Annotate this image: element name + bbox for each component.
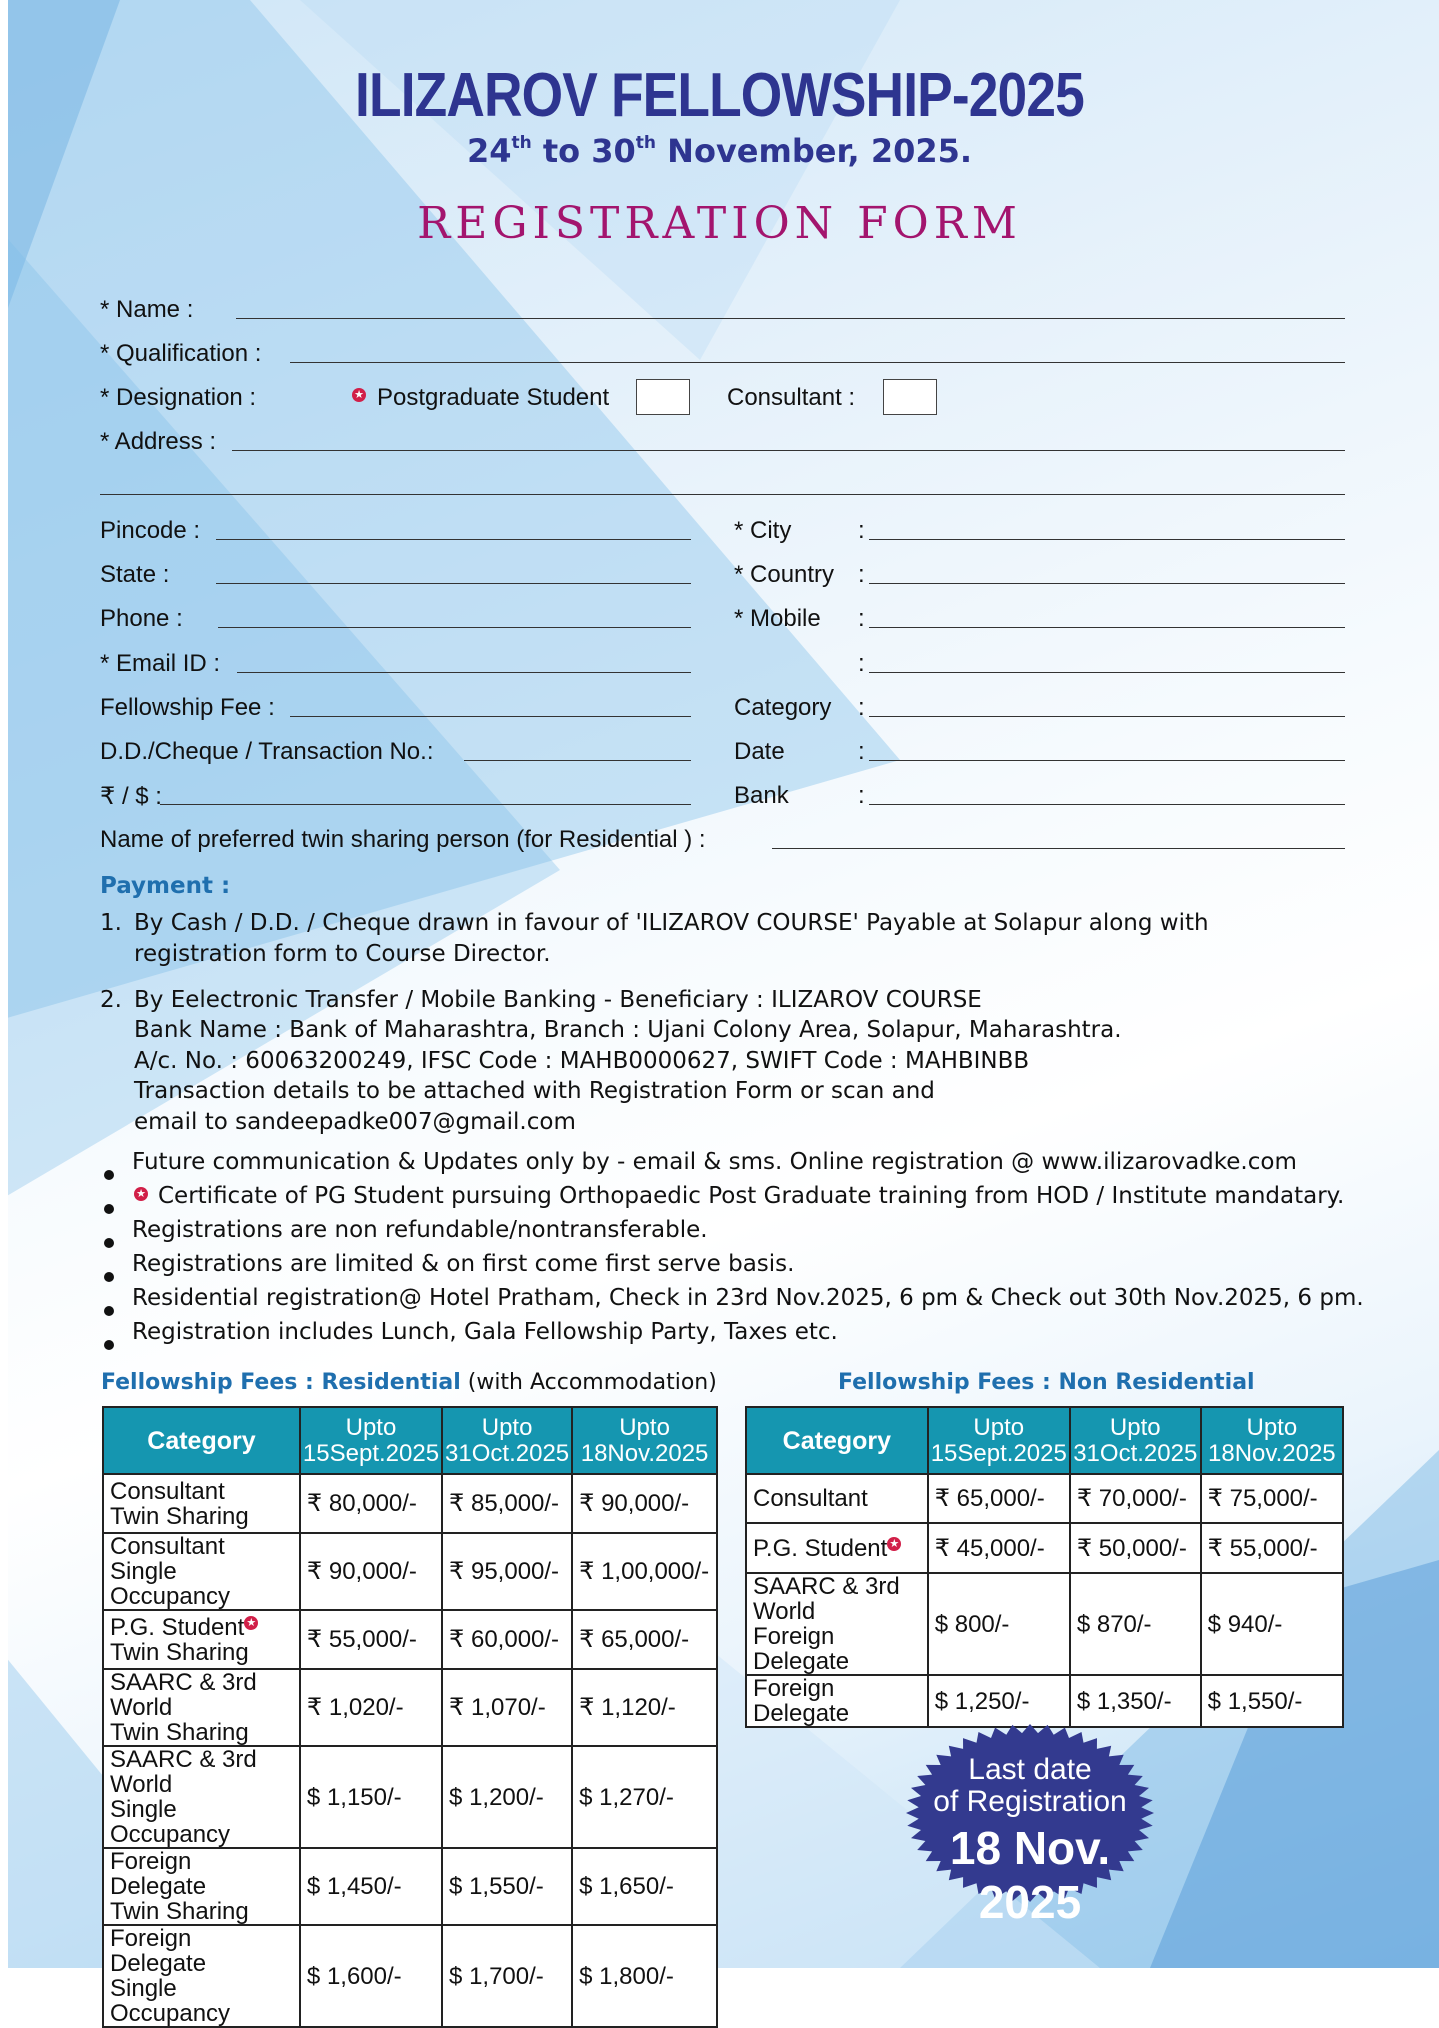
consultant-checkbox[interactable] xyxy=(883,379,937,415)
badge-line-2: of Registration xyxy=(933,1785,1127,1818)
fee-cell: $ 940/- xyxy=(1201,1573,1343,1675)
fee-cell: ₹ 90,000/- xyxy=(572,1474,717,1533)
dates-to: to xyxy=(542,132,581,170)
column-header-18nov: Upto 18Nov.2025 xyxy=(1201,1407,1343,1474)
twin-sharing-person-label: Name of preferred twin sharing person (for Residential ) : xyxy=(100,826,706,853)
residential-fees-table xyxy=(102,1406,718,2028)
fee-cell: ₹ 50,000/- xyxy=(1070,1523,1201,1573)
table-row xyxy=(103,1610,717,1669)
table-row xyxy=(103,1746,717,1848)
category-colon: : xyxy=(858,694,865,721)
country-colon: : xyxy=(858,561,865,588)
category-cell: Consultant Twin Sharing xyxy=(103,1474,300,1533)
end-day: 30 xyxy=(591,132,636,170)
note-communication: Future communication & Updates only by - email & sms. Online registration @ www.ilizarovadke.com xyxy=(132,1149,1297,1175)
note-residential: Residential registration@ Hotel Pratham, Check in 23rd Nov.2025, 6 pm & Check out 30th Nov.2025, 6 pm. xyxy=(132,1285,1364,1311)
fee-cell: ₹ 80,000/- xyxy=(300,1474,442,1533)
fee-cell: ₹ 75,000/- xyxy=(1201,1474,1343,1523)
pincode-field[interactable] xyxy=(216,539,691,540)
note-limited: Registrations are limited & on first come first serve basis. xyxy=(132,1251,795,1277)
state-label: State : xyxy=(100,561,170,588)
payment-item-2-number: 2. xyxy=(100,987,122,1013)
start-day: 24 xyxy=(466,132,512,170)
category-cell: SAARC & 3rd World Twin Sharing xyxy=(103,1669,300,1746)
last-date-badge xyxy=(905,1723,1155,1928)
fee-cell: $ 1,700/- xyxy=(442,1925,572,2027)
date-field[interactable] xyxy=(869,760,1345,761)
email-label: * Email ID : xyxy=(100,650,221,677)
bank-label: Bank xyxy=(734,782,789,809)
mobile-field[interactable] xyxy=(869,627,1345,628)
address-field-line-1[interactable] xyxy=(232,450,1345,451)
table-row xyxy=(103,1669,717,1746)
transaction-no-field[interactable] xyxy=(464,760,691,761)
mobile-2-field[interactable] xyxy=(869,672,1345,673)
payment-item-2-line-1: By Eelectronic Transfer / Mobile Banking - Beneficiary : ILIZAROV COURSE xyxy=(134,987,982,1013)
transaction-no-label: D.D./Cheque / Transaction No.: xyxy=(100,738,434,765)
consultant-label: Consultant : xyxy=(727,384,856,411)
fee-cell: ₹ 65,000/- xyxy=(572,1610,717,1669)
category-cell: SAARC & 3rd World Single Occupancy xyxy=(103,1746,300,1848)
fee-cell: ₹ 55,000/- xyxy=(300,1610,442,1669)
fee-cell: $ 1,270/- xyxy=(572,1746,717,1848)
fee-cell: ₹ 65,000/- xyxy=(928,1474,1070,1523)
payment-item-1-line-2: registration form to Course Director. xyxy=(134,941,551,967)
table-row xyxy=(746,1474,1343,1523)
name-field[interactable] xyxy=(236,318,1345,319)
payment-item-1-number: 1. xyxy=(100,910,122,936)
start-suffix: th xyxy=(511,133,532,153)
payment-heading: Payment : xyxy=(100,873,231,899)
table-row xyxy=(103,1925,717,2027)
mobile-colon: : xyxy=(858,605,865,632)
fee-cell: $ 1,550/- xyxy=(442,1848,572,1925)
payment-item-1-line-1: By Cash / D.D. / Cheque drawn in favour of 'ILIZAROV COURSE' Payable at Solapur along with xyxy=(134,910,1209,936)
fee-cell: $ 870/- xyxy=(1070,1573,1201,1675)
table-header-row xyxy=(746,1407,1343,1474)
category-cell: Foreign Delegate Twin Sharing xyxy=(103,1848,300,1925)
address-field-line-2[interactable] xyxy=(100,494,1345,495)
column-header-category: Category xyxy=(746,1407,928,1474)
fee-cell: $ 1,200/- xyxy=(442,1746,572,1848)
name-label: * Name : xyxy=(100,296,194,323)
fee-cell: $ 1,550/- xyxy=(1201,1675,1343,1727)
column-header-31oct: Upto 31Oct.2025 xyxy=(442,1407,572,1474)
event-dates xyxy=(0,132,1439,170)
fee-cell: ₹ 1,020/- xyxy=(300,1669,442,1746)
amount-currency-label: ₹ / $ : xyxy=(100,783,162,810)
fee-cell: ₹ 60,000/- xyxy=(442,1610,572,1669)
category-cell: Foreign Delegate xyxy=(746,1675,928,1727)
fee-cell: $ 1,450/- xyxy=(300,1848,442,1925)
bullet-icon xyxy=(104,1238,114,1248)
phone-label: Phone : xyxy=(100,605,183,632)
table-row xyxy=(103,1848,717,1925)
table-row xyxy=(103,1533,717,1610)
category-cell: P.G. Student ★ xyxy=(746,1523,928,1573)
mobile-label: * Mobile xyxy=(734,605,821,632)
mobile-2-colon: : xyxy=(858,650,865,677)
city-colon: : xyxy=(858,517,865,544)
bullet-icon xyxy=(104,1340,114,1350)
bank-colon: : xyxy=(858,782,865,809)
category-cell: Consultant Single Occupancy xyxy=(103,1533,300,1610)
bullet-icon xyxy=(104,1306,114,1316)
column-header-15sept: Upto 15Sept.2025 xyxy=(300,1407,442,1474)
city-field[interactable] xyxy=(869,539,1345,540)
fee-cell: ₹ 1,120/- xyxy=(572,1669,717,1746)
fee-cell: $ 1,650/- xyxy=(572,1848,717,1925)
category-cell: SAARC & 3rd World Foreign Delegate xyxy=(746,1573,928,1675)
bank-field[interactable] xyxy=(869,804,1345,805)
pincode-label: Pincode : xyxy=(100,517,201,544)
residential-fees-title: Fellowship Fees : Residential (with Accommodation) xyxy=(101,1370,717,1395)
date-label: Date xyxy=(734,738,785,765)
column-header-18nov: Upto 18Nov.2025 xyxy=(572,1407,717,1474)
star-badge-icon: ★ xyxy=(887,1537,901,1551)
table-row xyxy=(746,1675,1343,1727)
star-badge-icon: ★ xyxy=(352,388,366,402)
bullet-icon xyxy=(104,1170,114,1180)
postgraduate-student-checkbox[interactable] xyxy=(636,379,690,415)
postgraduate-student-label: Postgraduate Student xyxy=(377,384,610,411)
state-field[interactable] xyxy=(216,583,691,584)
badge-date: 18 Nov. 2025 xyxy=(949,1822,1111,1928)
qualification-field[interactable] xyxy=(290,362,1345,363)
fee-cell: ₹ 85,000/- xyxy=(442,1474,572,1533)
fee-cell: $ 1,800/- xyxy=(572,1925,717,2027)
email-field[interactable] xyxy=(237,672,691,673)
fee-cell: $ 1,150/- xyxy=(300,1746,442,1848)
star-badge-icon: ★ xyxy=(244,1616,258,1630)
table-row xyxy=(746,1523,1343,1573)
phone-field[interactable] xyxy=(218,627,691,628)
qualification-label: * Qualification : xyxy=(100,340,262,367)
category-cell: Foreign Delegate Single Occupancy xyxy=(103,1925,300,2027)
table-row xyxy=(103,1474,717,1533)
category-cell: P.G. Student ★ Twin Sharing xyxy=(103,1610,300,1669)
dates-month-year: November, 2025. xyxy=(667,132,973,170)
form-subtitle: REGISTRATION FORM xyxy=(417,198,1022,249)
email-contact-line: email to sandeepadke007@gmail.com xyxy=(134,1109,576,1135)
amount-field[interactable] xyxy=(160,804,691,805)
fee-cell: ₹ 1,00,000/- xyxy=(572,1533,717,1610)
page-title: ILIZAROV FELLOWSHIP-2025 xyxy=(355,61,1084,130)
category-cell: Consultant xyxy=(746,1474,928,1523)
address-label: * Address : xyxy=(100,428,217,455)
note-non-refundable: Registrations are non refundable/nontransferable. xyxy=(132,1217,708,1243)
fee-cell: ₹ 70,000/- xyxy=(1070,1474,1201,1523)
fee-cell: $ 1,600/- xyxy=(300,1925,442,2027)
fee-cell: $ 1,350/- xyxy=(1070,1675,1201,1727)
country-field[interactable] xyxy=(869,583,1345,584)
fee-cell: $ 1,250/- xyxy=(928,1675,1070,1727)
transaction-details-line: Transaction details to be attached with Registration Form or scan and xyxy=(134,1078,935,1104)
fellowship-fee-field[interactable] xyxy=(290,716,691,717)
bank-name-line: Bank Name : Bank of Maharashtra, Branch : Ujani Colony Area, Solapur, Maharashtra. xyxy=(134,1017,1122,1043)
bullet-icon xyxy=(104,1272,114,1282)
table-row xyxy=(746,1573,1343,1675)
fee-cell: $ 800/- xyxy=(928,1573,1070,1675)
non-residential-fees-table xyxy=(745,1406,1344,1728)
table-header-row xyxy=(103,1407,717,1474)
fee-cell: ₹ 95,000/- xyxy=(442,1533,572,1610)
country-label: * Country xyxy=(734,561,835,588)
date-colon: : xyxy=(858,738,865,765)
column-header-31oct: Upto 31Oct.2025 xyxy=(1070,1407,1201,1474)
category-field[interactable] xyxy=(869,716,1345,717)
category-label: Category xyxy=(734,694,832,721)
column-header-category: Category xyxy=(103,1407,300,1474)
non-residential-fees-title: Fellowship Fees : Non Residential xyxy=(838,1370,1255,1395)
bullet-icon xyxy=(104,1204,114,1214)
fee-cell: ₹ 45,000/- xyxy=(928,1523,1070,1573)
fee-cell: ₹ 1,070/- xyxy=(442,1669,572,1746)
end-suffix: th xyxy=(635,133,657,153)
note-pg-certificate: Certificate of PG Student pursuing Orthopaedic Post Graduate training from HOD / Institute mandatary. xyxy=(158,1183,1345,1209)
star-badge-icon: ★ xyxy=(134,1187,148,1201)
column-header-15sept: Upto 15Sept.2025 xyxy=(928,1407,1070,1474)
account-details-line: A/c. No. : 60063200249, IFSC Code : MAHB0000627, SWIFT Code : MAHBINBB xyxy=(134,1048,1030,1074)
twin-sharing-person-field[interactable] xyxy=(772,848,1345,849)
badge-line-1: Last date xyxy=(968,1753,1092,1786)
city-label: * City xyxy=(734,517,792,544)
note-inclusions: Registration includes Lunch, Gala Fellowship Party, Taxes etc. xyxy=(132,1319,838,1345)
fee-cell: ₹ 55,000/- xyxy=(1201,1523,1343,1573)
designation-label: * Designation : xyxy=(100,384,257,411)
fee-cell: ₹ 90,000/- xyxy=(300,1533,442,1610)
fellowship-fee-label: Fellowship Fee : xyxy=(100,694,275,721)
